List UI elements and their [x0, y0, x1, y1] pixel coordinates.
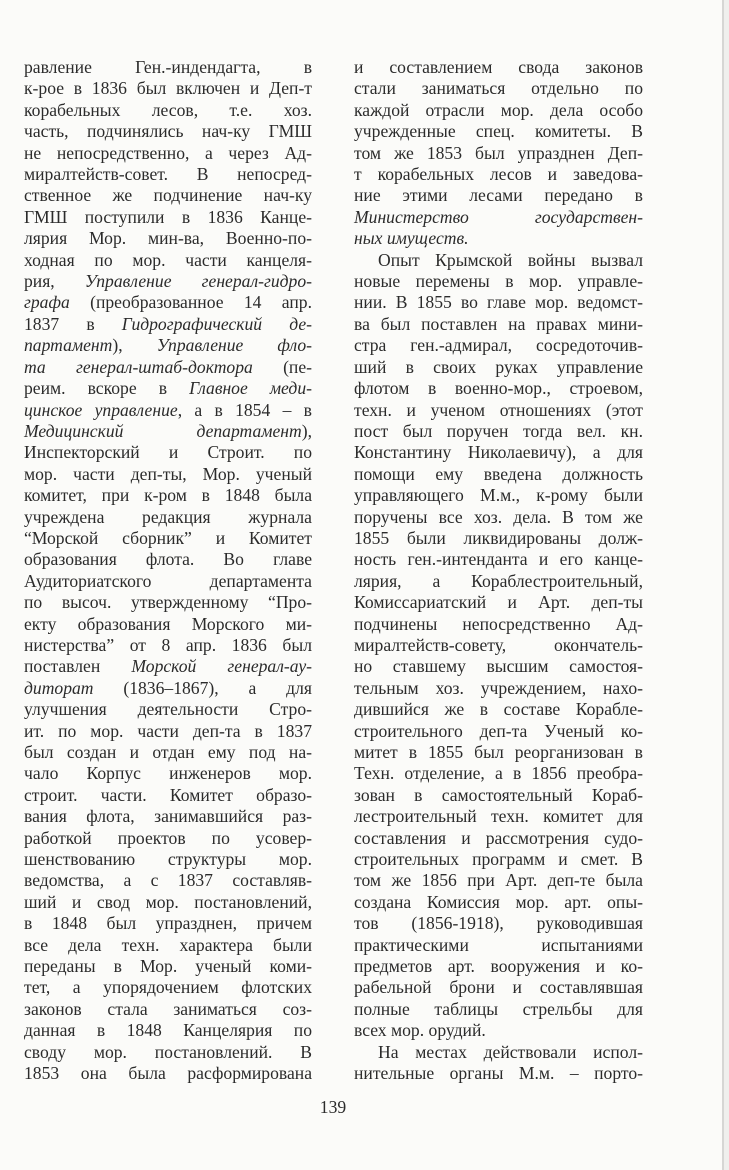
text-line [354, 292, 643, 313]
text-line [24, 999, 312, 1020]
text-line [354, 1063, 643, 1084]
text-line [354, 1042, 643, 1063]
text-segment: Константину Николаевичу), а для [354, 442, 643, 463]
text-line [24, 528, 312, 549]
italic-term: диторат [24, 677, 94, 698]
text-segment: техн. и ученом отношениях (этот [354, 399, 643, 420]
text-segment: (1836–1867), а для [93, 677, 312, 698]
text-line [354, 977, 643, 998]
text-segment: помощи ему введена должность [354, 463, 643, 484]
text-segment: предметов арт. вооружения и ко- [354, 956, 643, 977]
text-line [24, 828, 312, 849]
text-line [354, 185, 643, 206]
text-segment: управляющего М.м., к-рому были [354, 485, 643, 506]
text-segment: вания флота, занимавшийся раз- [24, 806, 312, 827]
text-segment: всех мор. орудий. [354, 1020, 486, 1041]
text-line [354, 421, 643, 442]
text-segment: Аудиториатского департамента [24, 570, 312, 591]
text-segment: дившийся же в составе Корабле- [354, 699, 643, 720]
text-line [24, 956, 312, 977]
text-segment: ность ген.-интенданта и его канце- [354, 549, 643, 570]
text-line [354, 335, 643, 356]
text-line [354, 164, 643, 185]
text-segment: флотом в военно-мор., строевом, [354, 378, 643, 399]
text-line [24, 870, 312, 891]
text-segment: не непосредственно, а через Ад- [24, 142, 312, 163]
text-line [24, 507, 312, 528]
text-line [354, 913, 643, 934]
text-line [24, 57, 312, 78]
text-segment: составления и рассмотрения судо- [354, 827, 643, 848]
text-segment: поставлен [24, 656, 132, 677]
text-segment: равление Ген.-индендагта, в [24, 57, 312, 77]
text-segment: тов (1856-1918), руководившая [354, 913, 643, 934]
page-edge-shadow [724, 0, 729, 1170]
italic-term: цинское управление [24, 399, 178, 420]
text-segment: миралтейств-совет. В непосред- [24, 164, 312, 185]
italic-term: Министерство государствен- [354, 206, 643, 227]
text-segment: законов стала заниматься соз- [24, 998, 312, 1019]
text-line [24, 143, 312, 164]
text-segment: рабельной брони и составлявшая [354, 977, 643, 998]
text-line [24, 549, 312, 570]
text-segment: (преобразованное 14 апр. [69, 292, 312, 313]
text-line [24, 250, 312, 271]
text-segment: к-рое в 1836 был включен и Деп-т [24, 78, 312, 99]
text-line [24, 849, 312, 870]
text-line [354, 57, 643, 78]
text-line [24, 1042, 312, 1063]
text-line [24, 464, 312, 485]
italic-term: Главное меди- [189, 378, 312, 399]
text-segment: новые перемены в мор. управле- [354, 271, 643, 292]
text-line [24, 100, 312, 121]
text-line [354, 400, 643, 421]
text-line [24, 335, 312, 356]
text-segment: том же 1853 был упразднен Деп- [354, 142, 643, 163]
italic-term: Управление генерал-гидро- [84, 271, 313, 292]
text-segment: мор. части деп-ты, Мор. ученый [24, 463, 312, 484]
text-line [354, 121, 643, 142]
text-segment: строительного деп-та Ученый ко- [354, 720, 643, 741]
text-segment: полные таблицы стрельбы для [354, 998, 643, 1019]
text-segment: лярия, а Кораблестроительный, [354, 570, 643, 591]
text-segment: реим. вскоре в [24, 378, 190, 399]
italic-term: графа [24, 292, 70, 313]
text-line [24, 314, 312, 335]
text-line [24, 592, 312, 613]
text-segment: ит. по мор. части деп-та в 1837 [24, 720, 312, 741]
text-line [354, 442, 643, 463]
text-segment: 1855 были ликвидированы долж- [354, 527, 643, 548]
text-line [354, 592, 643, 613]
text-segment: “Морской сборник” и Комитет [24, 527, 312, 548]
text-line [354, 999, 643, 1020]
text-line [24, 614, 312, 635]
text-segment: своду мор. постановлений. В [24, 1041, 312, 1062]
text-segment: пост был поручен тогда вел. кн. [354, 420, 643, 441]
text-line [354, 143, 643, 164]
text-line [354, 271, 643, 292]
text-segment: работкой проектов по усовер- [24, 827, 312, 848]
text-segment: но ставшему высшим самостоя- [354, 656, 643, 677]
page-number: 139 [319, 1097, 347, 1117]
text-line [354, 357, 643, 378]
italic-term: партамент [24, 335, 113, 356]
text-segment: ние этими лесами передано в [354, 185, 643, 206]
text-line [24, 271, 312, 292]
italic-term: та генерал-штаб-доктора [24, 356, 253, 377]
text-line [24, 892, 312, 913]
text-line [24, 635, 312, 656]
text-segment: строительных программ и смет. В [354, 849, 643, 870]
text-line [354, 656, 643, 677]
text-segment: ший и свод мор. постановлений, [24, 891, 312, 912]
text-segment: данная в 1848 Канцелярия по [24, 1020, 312, 1041]
text-segment: образования флота. Во главе [24, 549, 312, 570]
text-line [24, 378, 312, 399]
text-segment: ственное же подчинение нач-ку [24, 185, 312, 206]
text-line [24, 121, 312, 142]
text-line [354, 678, 643, 699]
text-line [354, 763, 643, 784]
text-segment: Инспекторский и Строит. по [24, 442, 312, 463]
text-segment: (пе- [252, 356, 313, 377]
text-line [354, 699, 643, 720]
text-line [24, 1063, 312, 1084]
text-line [24, 421, 312, 442]
text-line [354, 100, 643, 121]
text-line [24, 228, 312, 249]
text-line [24, 678, 312, 699]
text-segment: стра ген.-адмирал, сосредоточив- [354, 335, 643, 356]
text-line [24, 785, 312, 806]
text-line [24, 164, 312, 185]
text-segment: зован в самостоятельный Кораб- [354, 784, 643, 805]
text-line [354, 721, 643, 742]
text-segment: ший в своих руках управление [354, 356, 643, 377]
text-line [354, 935, 643, 956]
text-column-right [354, 57, 643, 1085]
italic-term: Медицинский департамент [24, 420, 302, 441]
text-line [354, 828, 643, 849]
text-line [354, 378, 643, 399]
text-line [354, 870, 643, 891]
text-segment: переданы в Мор. ученый коми- [24, 956, 312, 977]
text-segment: все дела техн. характера были [24, 934, 312, 955]
text-line [24, 78, 312, 99]
text-segment: шенствованию структуры мор. [24, 849, 312, 870]
text-line [354, 485, 643, 506]
italic-term: ных имуществ. [354, 228, 469, 249]
text-line [24, 357, 312, 378]
text-segment: создана Комиссия мор. арт. опы- [354, 891, 643, 912]
text-segment: учрежденные спец. комитеты. В [354, 121, 643, 142]
text-line [24, 721, 312, 742]
text-line [354, 1020, 643, 1041]
text-segment: рия, [24, 271, 85, 292]
italic-term: Морской генерал-ау- [131, 656, 312, 677]
text-segment: том же 1856 при Арт. деп-те была [354, 870, 643, 891]
text-segment: часть, подчинялись нач-ку ГМШ [24, 121, 312, 142]
text-line [24, 699, 312, 720]
italic-term: Управление фло- [156, 335, 313, 356]
text-line [354, 207, 643, 228]
text-line [354, 250, 643, 271]
text-line [24, 742, 312, 763]
text-line [24, 185, 312, 206]
text-segment: практическими испытаниями [354, 934, 643, 955]
text-segment: т корабельных лесов и заведова- [354, 164, 643, 185]
text-segment: ходная по мор. части канцеля- [24, 249, 312, 270]
text-line [354, 78, 643, 99]
text-segment: чало Корпус инженеров мор. [24, 763, 312, 784]
text-segment: тет, а упорядочением флотских [24, 977, 312, 998]
text-segment: ГМШ поступили в 1836 Канце- [24, 206, 312, 227]
text-segment: был создан и отдан ему под на- [24, 742, 312, 762]
text-segment: Техн. отделение, а в 1856 преобра- [354, 763, 643, 784]
text-segment: и составлением свода законов [354, 57, 643, 77]
text-line [24, 1020, 312, 1041]
text-segment: ), [112, 335, 157, 356]
italic-term: Гидрографический де- [121, 313, 312, 334]
text-segment: митет в 1855 был реорганизован в [354, 742, 643, 762]
text-line [354, 549, 643, 570]
text-segment: ведомства, а с 1837 составляв- [24, 870, 312, 891]
text-line [354, 528, 643, 549]
text-segment: лярия Мор. мин-ва, Военно-по- [24, 228, 312, 249]
text-segment: Опыт Крымской войны вызвал [378, 249, 643, 270]
text-line [24, 571, 312, 592]
text-segment: улучшения деятельности Стро- [24, 699, 312, 720]
text-line [24, 913, 312, 934]
text-segment: лестроительный техн. комитет для [354, 806, 643, 827]
text-segment: миралтейств-совету, окончатель- [354, 634, 643, 655]
text-line [24, 442, 312, 463]
text-segment: нистерства” от 8 апр. 1836 был [24, 634, 312, 655]
text-column-left [24, 57, 312, 1085]
text-line [354, 635, 643, 656]
text-line [354, 806, 643, 827]
text-segment: На местах действовали испол- [378, 1041, 643, 1062]
text-line [24, 400, 312, 421]
text-segment: комитет, при к-ром в 1848 была [24, 485, 312, 506]
text-line [24, 935, 312, 956]
text-segment: ), [301, 420, 312, 441]
text-segment: строит. части. Комитет образо- [24, 784, 312, 805]
text-line [24, 806, 312, 827]
text-segment: , а в 1854 – в [177, 399, 312, 420]
text-segment: тельным хоз. учреждением, нахо- [354, 677, 643, 698]
text-segment: нии. В 1855 во главе мор. ведомст- [354, 292, 643, 313]
text-line [24, 207, 312, 228]
text-line [24, 485, 312, 506]
text-segment: ва был поставлен на правах мини- [354, 313, 643, 334]
text-segment: 1837 в [24, 313, 122, 334]
text-segment: подчинены непосредственно Ад- [354, 613, 643, 634]
text-line [354, 314, 643, 335]
text-line [24, 977, 312, 998]
text-segment: учреждена редакция журнала [24, 506, 312, 527]
text-line [354, 464, 643, 485]
text-line [354, 785, 643, 806]
text-line [24, 656, 312, 677]
text-line [354, 614, 643, 635]
text-line [354, 571, 643, 592]
text-line [24, 763, 312, 784]
text-line [24, 292, 312, 313]
text-segment: екту образования Морского ми- [24, 613, 312, 634]
text-segment: Комиссариатский и Арт. деп-ты [354, 592, 643, 613]
text-line [354, 892, 643, 913]
text-segment: 1853 она была расформирована [24, 1063, 312, 1084]
text-line [354, 228, 643, 249]
text-segment: в 1848 был упразднен, причем [24, 913, 312, 934]
text-line [354, 849, 643, 870]
text-segment: по высоч. утвержденному “Про- [24, 592, 312, 613]
text-segment: каждой отрасли мор. дела особо [354, 99, 643, 120]
text-segment: стали заниматься отдельно по [354, 78, 643, 99]
text-segment: корабельных лесов, т.е. хоз. [24, 99, 312, 120]
text-line [354, 956, 643, 977]
text-line [354, 507, 643, 528]
text-segment: нительные органы М.м. – порто- [354, 1063, 643, 1084]
text-segment: поручены все хоз. дела. В том же [354, 506, 643, 527]
text-line [354, 742, 643, 763]
